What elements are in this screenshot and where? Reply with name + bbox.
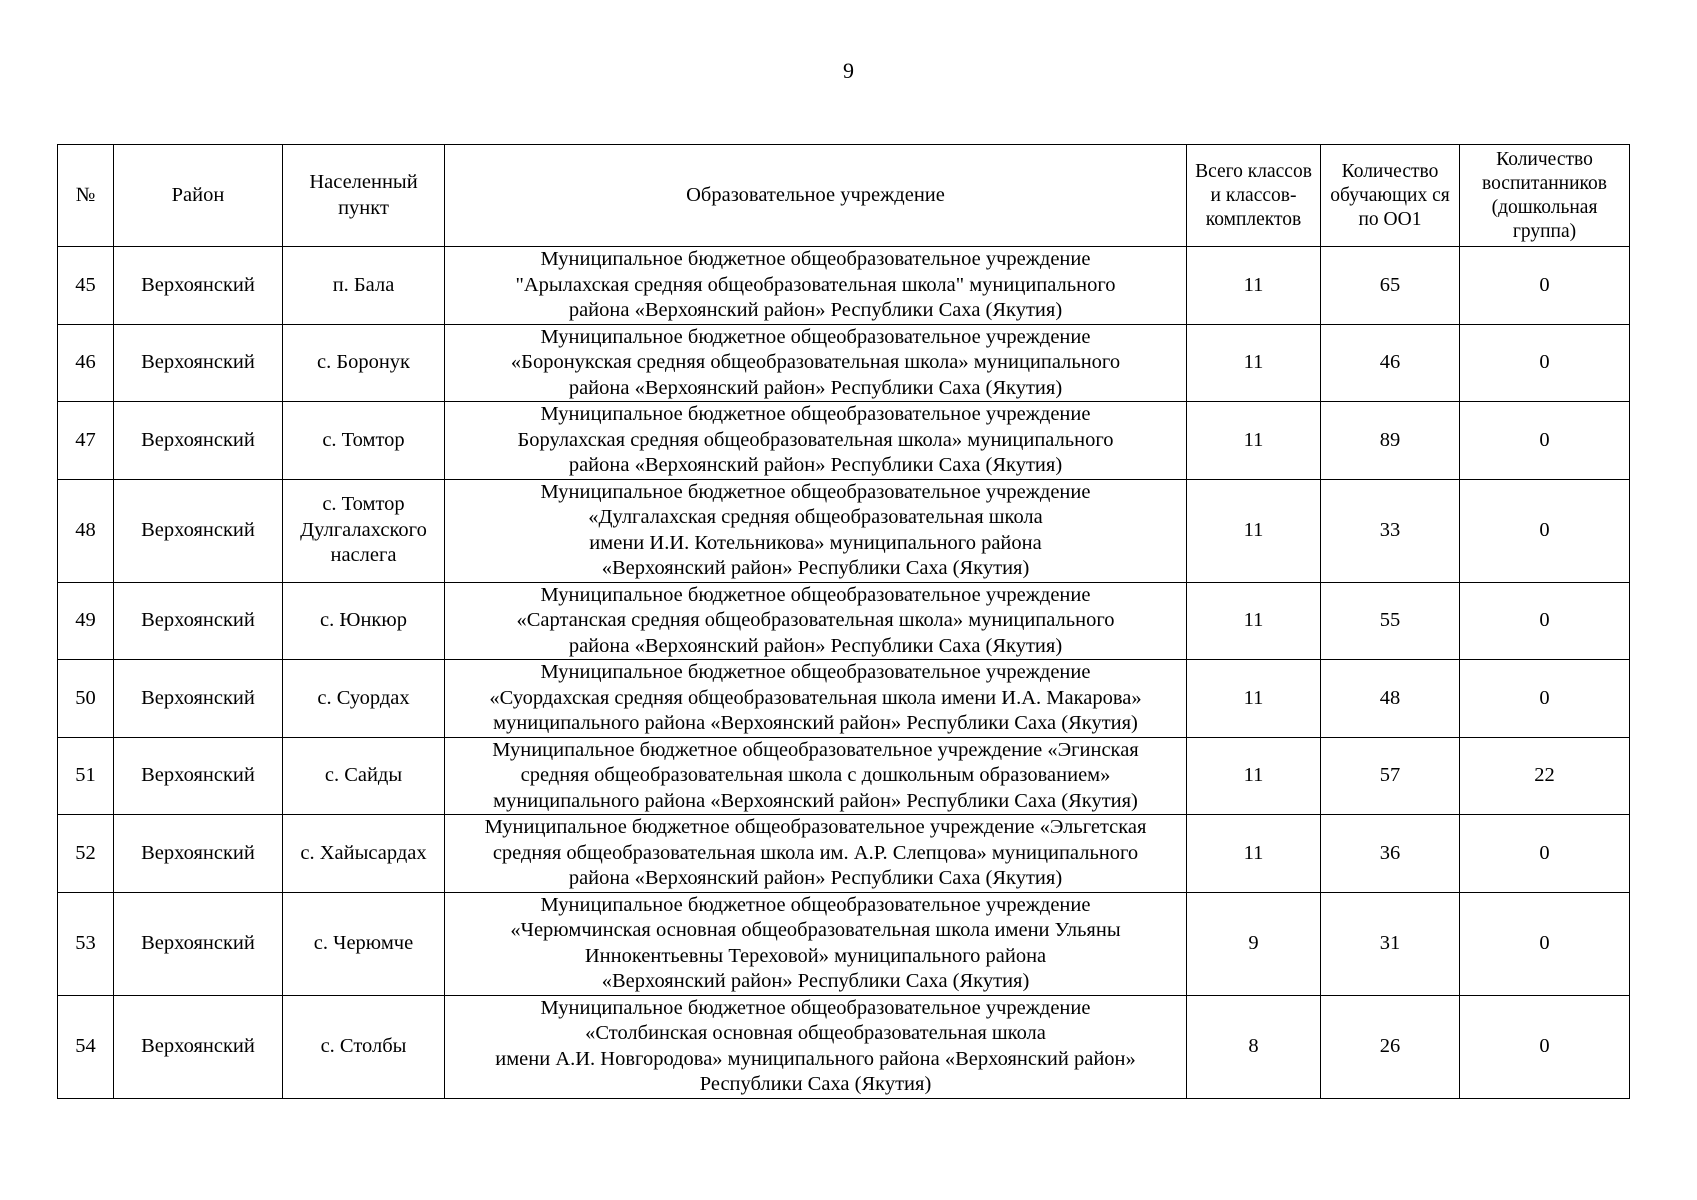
cell-preschool: 0 (1460, 892, 1630, 995)
cell-classes: 11 (1187, 247, 1321, 325)
schools-table (57, 144, 1630, 1099)
cell-classes: 11 (1187, 660, 1321, 738)
table-row (58, 660, 1630, 738)
cell-students: 89 (1321, 402, 1460, 480)
cell-institution: Муниципальное бюджетное общеобразовательное учреждение Борулахская средняя общеобразовательная школа» муниципального района «Верхоянский район» Республики Саха (Якутия) (445, 402, 1187, 480)
table-body (58, 247, 1630, 1099)
table-row (58, 479, 1630, 582)
cell-district: Верхоянский (114, 479, 283, 582)
cell-district: Верхоянский (114, 324, 283, 402)
page-number: 9 (843, 58, 854, 83)
header-locality: Населенный пункт (283, 145, 445, 247)
table-row (58, 995, 1630, 1098)
cell-district: Верхоянский (114, 402, 283, 480)
cell-district: Верхоянский (114, 660, 283, 738)
cell-locality: с. Столбы (283, 995, 445, 1098)
cell-students: 57 (1321, 737, 1460, 815)
cell-locality: с. Томтор Дулгалахского наслега (283, 479, 445, 582)
cell-classes: 11 (1187, 815, 1321, 893)
cell-preschool: 0 (1460, 479, 1630, 582)
cell-num: 51 (58, 737, 114, 815)
cell-institution: Муниципальное бюджетное общеобразовательное учреждение «Суордахская средняя общеобразовательная школа имени И.А. Макарова» муниципального района «Верхоянский район» Республики Саха (Якутия) (445, 660, 1187, 738)
cell-preschool: 0 (1460, 247, 1630, 325)
cell-institution: Муниципальное бюджетное общеобразовательное учреждение «Эльгетская средняя общеобразовательная школа им. А.Р. Слепцова» муниципального района «Верхоянский район» Республики Саха (Якутия) (445, 815, 1187, 893)
cell-num: 46 (58, 324, 114, 402)
cell-num: 49 (58, 582, 114, 660)
cell-institution: Муниципальное бюджетное общеобразовательное учреждение "Арылахская средняя общеобразовательная школа" муниципального района «Верхоянский район» Республики Саха (Якутия) (445, 247, 1187, 325)
cell-locality: с. Томтор (283, 402, 445, 480)
cell-preschool: 0 (1460, 660, 1630, 738)
cell-num: 50 (58, 660, 114, 738)
cell-num: 54 (58, 995, 114, 1098)
header-institution: Образовательное учреждение (445, 145, 1187, 247)
cell-district: Верхоянский (114, 737, 283, 815)
table-row (58, 737, 1630, 815)
header-num: № (58, 145, 114, 247)
table-header (58, 145, 1630, 247)
cell-num: 52 (58, 815, 114, 893)
cell-institution: Муниципальное бюджетное общеобразовательное учреждение «Эгинская средняя общеобразовательная школа с дошкольным образованием» муниципального района «Верхоянский район» Республики Саха (Якутия) (445, 737, 1187, 815)
cell-locality: с. Сайды (283, 737, 445, 815)
cell-students: 46 (1321, 324, 1460, 402)
cell-classes: 11 (1187, 582, 1321, 660)
table-row (58, 582, 1630, 660)
header-classes: Всего классов и классов-комплектов (1187, 145, 1321, 247)
table-row (58, 892, 1630, 995)
table-row (58, 247, 1630, 325)
cell-preschool: 0 (1460, 582, 1630, 660)
cell-locality: п. Бала (283, 247, 445, 325)
cell-institution: Муниципальное бюджетное общеобразовательное учреждение «Боронукская средняя общеобразовательная школа» муниципального района «Верхоянский район» Республики Саха (Якутия) (445, 324, 1187, 402)
cell-students: 48 (1321, 660, 1460, 738)
cell-locality: с. Юнкюр (283, 582, 445, 660)
cell-locality: с. Хайысардах (283, 815, 445, 893)
cell-institution: Муниципальное бюджетное общеобразовательное учреждение «Дулгалахская средняя общеобразовательная школа имени И.И. Котельникова» муниципального района «Верхоянский район» Республики Саха (Якутия) (445, 479, 1187, 582)
cell-preschool: 0 (1460, 995, 1630, 1098)
table-row (58, 815, 1630, 893)
cell-classes: 11 (1187, 324, 1321, 402)
cell-num: 45 (58, 247, 114, 325)
header-students: Количество обучающих ся по ОО1 (1321, 145, 1460, 247)
cell-district: Верхоянский (114, 892, 283, 995)
cell-district: Верхоянский (114, 815, 283, 893)
header-preschool: Количество воспитанников (дошкольная группа) (1460, 145, 1630, 247)
cell-students: 31 (1321, 892, 1460, 995)
table-row (58, 324, 1630, 402)
cell-num: 48 (58, 479, 114, 582)
cell-students: 55 (1321, 582, 1460, 660)
cell-institution: Муниципальное бюджетное общеобразовательное учреждение «Черюмчинская основная общеобразовательная школа имени Ульяны Иннокентьевны Тереховой» муниципального района «Верхоянский район» Республики Саха (Якутия) (445, 892, 1187, 995)
cell-district: Верхоянский (114, 247, 283, 325)
cell-num: 47 (58, 402, 114, 480)
table-row (58, 402, 1630, 480)
cell-institution: Муниципальное бюджетное общеобразовательное учреждение «Столбинская основная общеобразовательная школа имени А.И. Новгородова» муниципального района «Верхоянский район» Республики Саха (Якутия) (445, 995, 1187, 1098)
cell-students: 26 (1321, 995, 1460, 1098)
header-district: Район (114, 145, 283, 247)
header-row (58, 145, 1630, 247)
cell-district: Верхоянский (114, 582, 283, 660)
cell-students: 65 (1321, 247, 1460, 325)
cell-preschool: 0 (1460, 815, 1630, 893)
cell-students: 36 (1321, 815, 1460, 893)
cell-preschool: 22 (1460, 737, 1630, 815)
cell-classes: 11 (1187, 479, 1321, 582)
cell-classes: 9 (1187, 892, 1321, 995)
cell-preschool: 0 (1460, 402, 1630, 480)
cell-classes: 8 (1187, 995, 1321, 1098)
cell-locality: с. Черюмче (283, 892, 445, 995)
cell-classes: 11 (1187, 402, 1321, 480)
cell-num: 53 (58, 892, 114, 995)
cell-classes: 11 (1187, 737, 1321, 815)
cell-locality: с. Суордах (283, 660, 445, 738)
cell-institution: Муниципальное бюджетное общеобразовательное учреждение «Сартанская средняя общеобразовательная школа» муниципального района «Верхоянский район» Республики Саха (Якутия) (445, 582, 1187, 660)
cell-locality: с. Боронук (283, 324, 445, 402)
cell-students: 33 (1321, 479, 1460, 582)
cell-district: Верхоянский (114, 995, 283, 1098)
cell-preschool: 0 (1460, 324, 1630, 402)
